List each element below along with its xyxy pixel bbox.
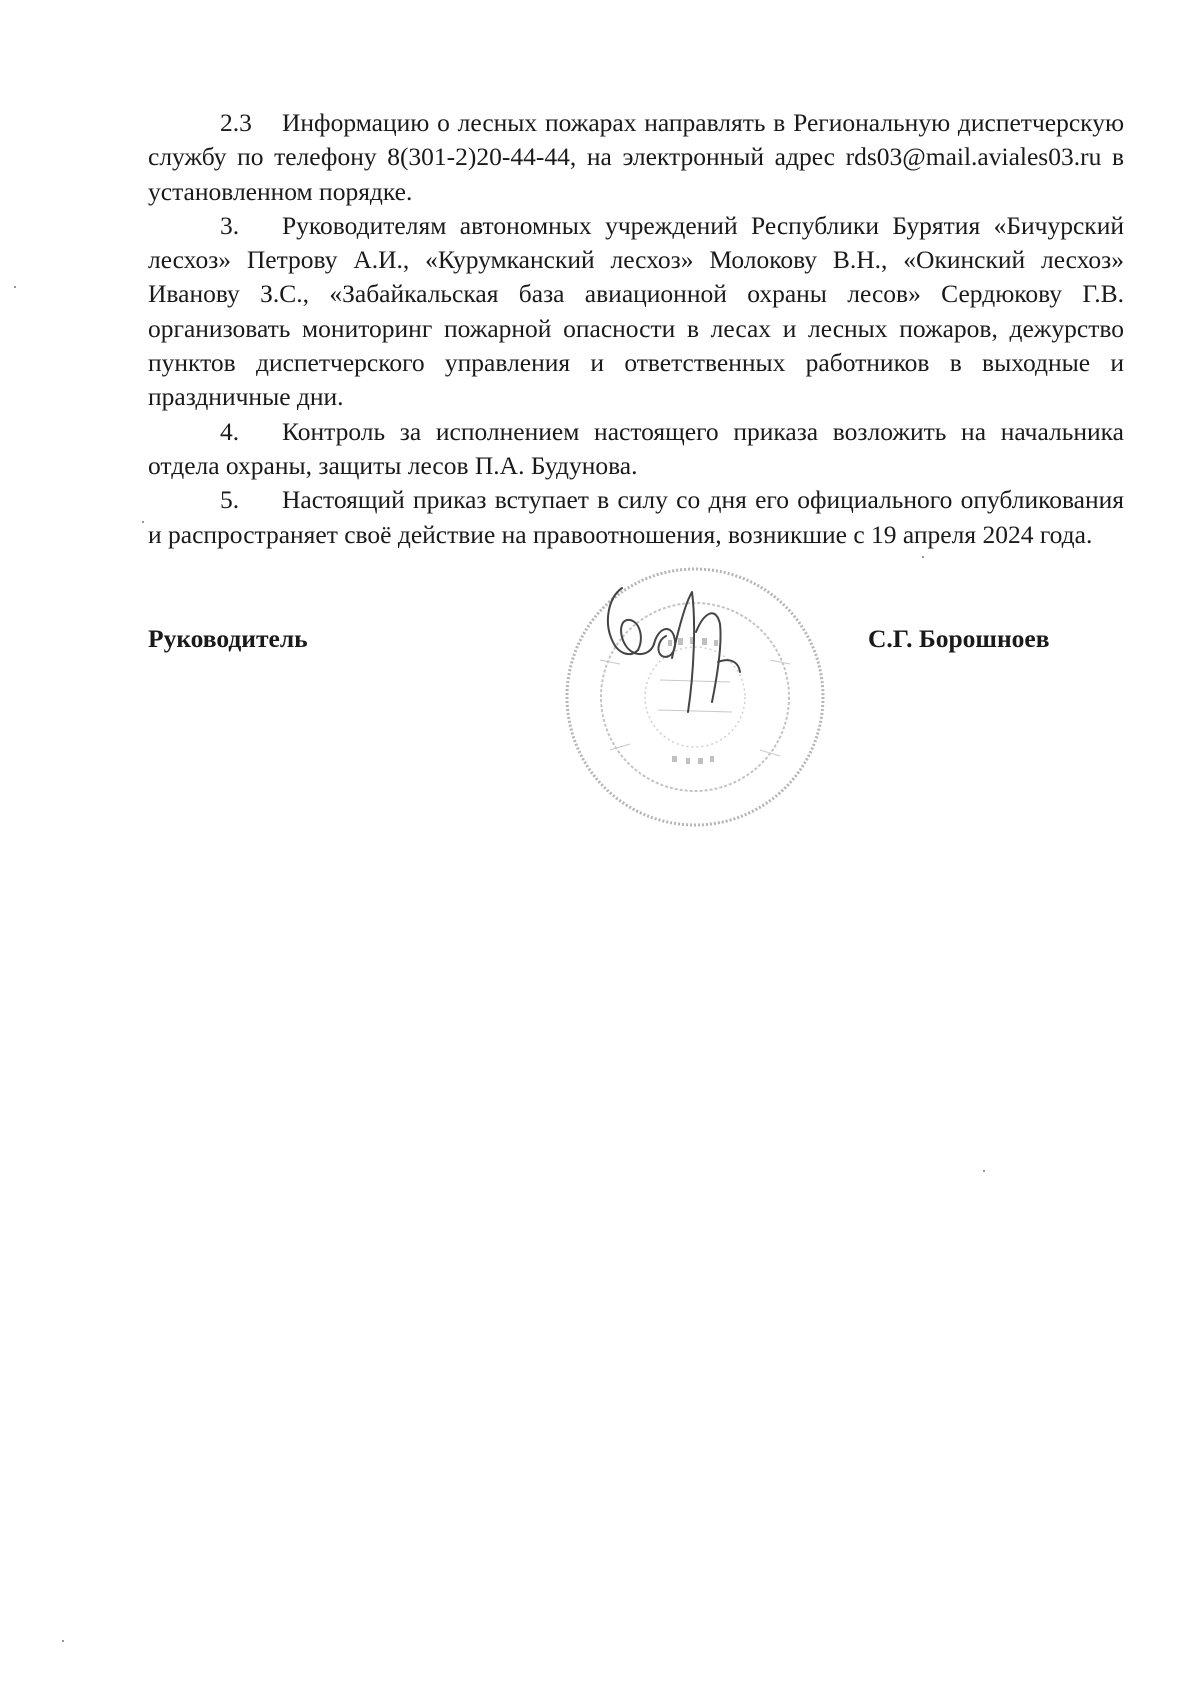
paragraph-4 xyxy=(148,415,1124,484)
paragraph-number: 4. xyxy=(220,416,240,446)
document-body xyxy=(148,106,1124,552)
paragraph-5 xyxy=(148,483,1124,552)
paragraph-text: Руководителям автономных учреждений Республики Бурятия «Бичурский лесхоз» Петрову А.И., «Курумканский лесхоз» Молокову В.Н., «Окинский лесхоз» Иванову З.С., «Забайкальская база авиационной охраны лесов» Сердюкову Г.В. организовать мониторинг пожарной опасности в лесах и лесных пожаров, дежурство пунктов диспетчерского управления и ответственных работников в выходные и праздничные дни. xyxy=(148,210,1124,412)
signatory-name: С.Г. Борошноев xyxy=(868,624,1050,653)
scan-speck xyxy=(142,521,144,523)
paragraph-2-3 xyxy=(148,106,1124,209)
paragraph-3 xyxy=(148,209,1124,415)
handwritten-signature-icon xyxy=(600,562,780,752)
paragraph-text: Информацию о лесных пожарах направлять в Региональную диспетчерскую службу по телефону 8(301-2)20-44-44, на электронный адрес rds03@mail.aviales03.ru в установленном порядке. xyxy=(148,108,1124,206)
signatory-title: Руководитель xyxy=(148,624,308,653)
scan-speck xyxy=(922,556,924,558)
paragraph-number: 2.3 xyxy=(220,108,252,137)
scan-speck xyxy=(983,1170,985,1172)
paragraph-text: Контроль за исполнением настоящего приказа возложить на начальника отдела охраны, защиты лесов П.А. Будунова. xyxy=(148,416,1124,480)
scan-speck xyxy=(62,1640,64,1642)
paragraph-text: Настоящий приказ вступает в силу со дня его официального опубликования и распространяет своё действие на правоотношения, возникшие с 19 апреля 2024 года. xyxy=(148,485,1124,549)
paragraph-number: 3. xyxy=(220,210,240,240)
scan-speck xyxy=(14,286,16,288)
paragraph-number: 5. xyxy=(220,485,240,515)
